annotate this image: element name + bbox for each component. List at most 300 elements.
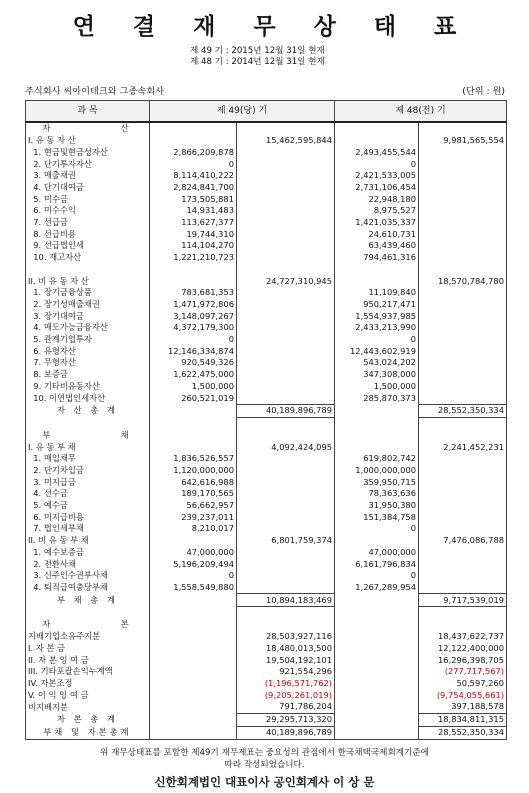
prior-detail-cell (335, 678, 419, 690)
current-total-cell (237, 488, 335, 500)
prior-detail-cell: 24,610,731 (335, 228, 419, 240)
account-name-cell: III. 기타포괄손익누계액 (26, 666, 150, 678)
current-total-cell (237, 345, 335, 357)
current-total-cell (237, 582, 335, 594)
account-name-cell: I. 유 동 부 채 (26, 441, 150, 453)
table-row (26, 701, 507, 713)
table-row (26, 228, 507, 240)
prior-total-cell: 2,241,452,231 (419, 441, 507, 453)
prior-total-cell (419, 287, 507, 299)
current-detail-cell: 1,120,000,000 (150, 465, 237, 477)
prior-total-cell (419, 582, 507, 594)
table-row (26, 299, 507, 311)
current-detail-cell: 260,521,019 (150, 392, 237, 404)
account-name-cell: 2. 단기투자자산 (26, 158, 150, 170)
current-total-cell: 19,504,192,101 (237, 654, 335, 666)
prior-total-cell (419, 345, 507, 357)
account-name-cell: I. 유 동 자 산 (26, 135, 150, 147)
current-total-cell: 24,727,310,945 (237, 275, 335, 287)
table-row (26, 147, 507, 159)
current-total-cell: 10,894,183,469 (237, 594, 335, 607)
prior-detail-cell: 543,024,202 (335, 357, 419, 369)
prior-detail-cell: 2,731,106,454 (335, 182, 419, 194)
table-row (26, 488, 507, 500)
prior-total-cell (419, 500, 507, 512)
current-total-cell: 40,189,896,789 (237, 726, 335, 739)
current-detail-cell (150, 631, 237, 643)
prior-total-cell (419, 205, 507, 217)
table-row (26, 135, 507, 147)
current-detail-cell: 19,744,310 (150, 228, 237, 240)
prior-total-cell (419, 217, 507, 229)
current-detail-cell (150, 264, 237, 276)
table-row (26, 205, 507, 217)
current-detail-cell: 642,616,988 (150, 476, 237, 488)
prior-total-cell (419, 122, 507, 135)
prior-detail-cell: 0 (335, 570, 419, 582)
prior-total-cell: 397,188,578 (419, 701, 507, 713)
current-detail-cell: 1,221,210,723 (150, 252, 237, 264)
auditor-signature: 신한회계법인 대표이사 공인회계사 이 상 문 (154, 775, 375, 789)
header-account: 과 목 (26, 101, 150, 123)
account-name-cell: 10. 이연법인세자산 (26, 392, 150, 404)
current-total-cell: (1,196,571,762) (237, 678, 335, 690)
period-current: 제 49 기 : 2015년 12월 31일 현재 (190, 46, 325, 56)
account-name-cell: II. 자 본 잉 여 금 (26, 654, 150, 666)
current-detail-cell (150, 417, 237, 429)
current-total-cell (237, 547, 335, 559)
current-total-cell: 6,801,759,374 (237, 535, 335, 547)
prior-detail-cell (335, 430, 419, 442)
account-name-cell: IV. 자본조정 (26, 678, 150, 690)
prior-detail-cell: 619,802,742 (335, 453, 419, 465)
current-total-cell: 28,503,927,116 (237, 631, 335, 643)
current-detail-cell: 1,622,475,000 (150, 369, 237, 381)
account-name-cell: 3. 장기대여금 (26, 310, 150, 322)
header-current-period: 제 49(당) 기 (150, 101, 335, 123)
current-total-cell (237, 217, 335, 229)
current-total-cell (237, 607, 335, 619)
prior-detail-cell (335, 726, 419, 739)
prior-total-cell (419, 369, 507, 381)
balance-sheet-table (25, 100, 507, 740)
account-name-cell: 7. 무형자산 (26, 357, 150, 369)
header-prior-period: 제 48(전) 기 (335, 101, 507, 123)
prior-total-cell (419, 453, 507, 465)
current-detail-cell: 56,662,957 (150, 500, 237, 512)
account-name-cell: 자 본 (26, 619, 150, 631)
current-detail-cell: 0 (150, 158, 237, 170)
current-detail-cell (150, 619, 237, 631)
table-row (26, 476, 507, 488)
current-detail-cell: 0 (150, 570, 237, 582)
account-name-cell: 1. 장기금융상품 (26, 287, 150, 299)
current-total-cell (237, 570, 335, 582)
prior-total-cell: 16,296,398,705 (419, 654, 507, 666)
current-total-cell (237, 299, 335, 311)
current-detail-cell (150, 430, 237, 442)
prior-detail-cell: 78,363,636 (335, 488, 419, 500)
table-spacer-row (26, 264, 507, 276)
table-row (26, 643, 507, 655)
current-detail-cell: 8,114,410,222 (150, 170, 237, 182)
statement-title: 연 결 재 무 상 태 표 (72, 14, 472, 40)
account-name-cell: 5. 관계기업투자 (26, 334, 150, 346)
current-detail-cell (150, 122, 237, 135)
prior-detail-cell (335, 535, 419, 547)
prior-total-cell: 18,570,784,780 (419, 275, 507, 287)
prior-detail-cell: 0 (335, 158, 419, 170)
current-detail-cell: 1,836,526,557 (150, 453, 237, 465)
prior-detail-cell (335, 689, 419, 701)
unit-label: (단위 : 원) (462, 86, 505, 97)
prior-total-cell: 28,552,350,334 (419, 726, 507, 739)
current-total-cell (237, 122, 335, 135)
account-name-cell: 부 채 (26, 430, 150, 442)
reporting-periods (190, 46, 325, 68)
prior-detail-cell (335, 713, 419, 726)
current-total-cell: 29,295,713,320 (237, 713, 335, 726)
table-header-row (26, 101, 507, 123)
prior-total-cell (419, 170, 507, 182)
account-name-cell: 지배기업소유주지분 (26, 631, 150, 643)
prior-total-cell (419, 158, 507, 170)
current-detail-cell (150, 689, 237, 701)
account-name-cell: 4. 퇴직급여충당부채 (26, 582, 150, 594)
current-detail-cell (150, 726, 237, 739)
prior-detail-cell (335, 594, 419, 607)
table-row (26, 430, 507, 442)
current-total-cell (237, 264, 335, 276)
prior-total-cell (419, 392, 507, 404)
prior-detail-cell (335, 631, 419, 643)
current-total-cell (237, 523, 335, 535)
current-detail-cell (150, 594, 237, 607)
prior-detail-cell (335, 619, 419, 631)
current-total-cell (237, 369, 335, 381)
prior-detail-cell: 22,948,180 (335, 193, 419, 205)
current-detail-cell: 4,372,179,300 (150, 322, 237, 334)
current-total-cell: 15,462,595,844 (237, 135, 335, 147)
footnote-line-2: 따라 작성되었습니다. (224, 759, 305, 770)
prior-detail-cell: 63,439,460 (335, 240, 419, 252)
table-row (26, 217, 507, 229)
prior-detail-cell: 2,433,213,990 (335, 322, 419, 334)
prior-total-cell (419, 619, 507, 631)
current-detail-cell: 14,931,483 (150, 205, 237, 217)
prior-detail-cell: 12,443,602,919 (335, 345, 419, 357)
current-total-cell (237, 287, 335, 299)
table-row (26, 523, 507, 535)
current-total-cell (237, 380, 335, 392)
account-name-cell: 4. 선수금 (26, 488, 150, 500)
prior-total-cell: 28,552,350,334 (419, 404, 507, 417)
table-row (26, 275, 507, 287)
prior-total-cell (419, 299, 507, 311)
prior-total-cell (419, 547, 507, 559)
account-name-cell: 8. 보증금 (26, 369, 150, 381)
prior-total-cell (419, 228, 507, 240)
prior-total-cell (419, 147, 507, 159)
current-detail-cell (150, 535, 237, 547)
current-total-cell (237, 453, 335, 465)
account-name-cell: V. 이 익 잉 여 금 (26, 689, 150, 701)
prior-total-cell (419, 476, 507, 488)
current-total-cell (237, 476, 335, 488)
prior-total-cell: 50,597,260 (419, 678, 507, 690)
current-total-cell (237, 322, 335, 334)
current-detail-cell (150, 654, 237, 666)
current-detail-cell: 1,500,000 (150, 380, 237, 392)
table-row (26, 465, 507, 477)
prior-detail-cell: 359,950,715 (335, 476, 419, 488)
account-name-cell: 1. 현금및현금성자산 (26, 147, 150, 159)
current-detail-cell: 1,471,972,806 (150, 299, 237, 311)
prior-total-cell (419, 334, 507, 346)
company-name: 주식회사 씨아이테크와 그종속회사 (25, 86, 164, 97)
current-total-cell: 921,554,296 (237, 666, 335, 678)
prior-detail-cell: 11,109,840 (335, 287, 419, 299)
table-row (26, 404, 507, 417)
prior-total-cell: 18,834,811,315 (419, 713, 507, 726)
current-detail-cell: 920,549,326 (150, 357, 237, 369)
prior-total-cell (419, 264, 507, 276)
current-total-cell (237, 205, 335, 217)
current-detail-cell: 8,210,017 (150, 523, 237, 535)
prior-total-cell: 9,981,565,554 (419, 135, 507, 147)
current-detail-cell: 113,627,377 (150, 217, 237, 229)
prior-detail-cell: 2,493,455,544 (335, 147, 419, 159)
prior-detail-cell (335, 417, 419, 429)
prior-detail-cell (335, 122, 419, 135)
current-detail-cell: 114,104,270 (150, 240, 237, 252)
prior-total-cell (419, 465, 507, 477)
prior-total-cell (419, 488, 507, 500)
prior-detail-cell: 8,975,527 (335, 205, 419, 217)
account-name-cell: 1. 예수보증금 (26, 547, 150, 559)
prior-total-cell (419, 558, 507, 570)
prior-detail-cell (335, 666, 419, 678)
current-detail-cell (150, 713, 237, 726)
table-row (26, 500, 507, 512)
current-detail-cell (150, 643, 237, 655)
table-row (26, 582, 507, 594)
prior-total-cell: (9,754,055,661) (419, 689, 507, 701)
table-row (26, 380, 507, 392)
footnote (0, 748, 529, 771)
table-row (26, 535, 507, 547)
account-name-cell: 2. 전환사채 (26, 558, 150, 570)
prior-detail-cell: 1,554,937,985 (335, 310, 419, 322)
current-detail-cell: 5,196,209,494 (150, 558, 237, 570)
account-name-cell: 6. 미수수익 (26, 205, 150, 217)
account-name-cell: 7. 선급금 (26, 217, 150, 229)
prior-total-cell (419, 607, 507, 619)
account-name-cell: 3. 매출채권 (26, 170, 150, 182)
table-row (26, 182, 507, 194)
account-name-cell: I. 자 본 금 (26, 643, 150, 655)
account-name-cell: 5. 예수금 (26, 500, 150, 512)
account-name-cell: 9. 선급법인세 (26, 240, 150, 252)
prior-detail-cell (335, 643, 419, 655)
table-row (26, 357, 507, 369)
table-row (26, 287, 507, 299)
table-row (26, 252, 507, 264)
prior-detail-cell: 794,461,316 (335, 252, 419, 264)
prior-detail-cell: 950,217,471 (335, 299, 419, 311)
prior-detail-cell (335, 607, 419, 619)
current-total-cell (237, 334, 335, 346)
current-total-cell (237, 511, 335, 523)
prior-total-cell (419, 193, 507, 205)
prior-total-cell (419, 240, 507, 252)
prior-total-cell (419, 511, 507, 523)
table-row (26, 453, 507, 465)
current-detail-cell (150, 701, 237, 713)
current-detail-cell (150, 441, 237, 453)
prior-total-cell (419, 523, 507, 535)
prior-total-cell (419, 430, 507, 442)
account-name-cell: 2. 단기차입금 (26, 465, 150, 477)
prior-total-cell: 12,122,400,000 (419, 643, 507, 655)
prior-detail-cell: 0 (335, 334, 419, 346)
current-total-cell (237, 500, 335, 512)
current-total-cell (237, 430, 335, 442)
prior-total-cell (419, 182, 507, 194)
table-spacer-row (26, 607, 507, 619)
current-detail-cell: 239,237,011 (150, 511, 237, 523)
account-name-cell: 7. 법인세부채 (26, 523, 150, 535)
table-row (26, 158, 507, 170)
prior-total-cell: (277,717,567) (419, 666, 507, 678)
current-detail-cell: 3,148,097,267 (150, 310, 237, 322)
table-row (26, 678, 507, 690)
prior-detail-cell (335, 654, 419, 666)
account-name-cell: 부채 및 자본총계 (26, 726, 150, 739)
current-total-cell (237, 228, 335, 240)
account-name-cell: 부 채 총 계 (26, 594, 150, 607)
account-name-cell: 자 본 총 계 (26, 713, 150, 726)
prior-detail-cell: 1,267,289,954 (335, 582, 419, 594)
current-total-cell: 18,480,013,500 (237, 643, 335, 655)
table-row (26, 666, 507, 678)
current-detail-cell (150, 404, 237, 417)
prior-detail-cell (335, 264, 419, 276)
account-name-cell: 6. 미지급비용 (26, 511, 150, 523)
current-total-cell (237, 417, 335, 429)
table-body (26, 122, 507, 740)
prior-detail-cell: 47,000,000 (335, 547, 419, 559)
prior-total-cell: 7,476,086,788 (419, 535, 507, 547)
table-row (26, 726, 507, 739)
prior-detail-cell: 1,500,000 (335, 380, 419, 392)
account-name-cell: 4. 매도가능금융자산 (26, 322, 150, 334)
prior-detail-cell (335, 404, 419, 417)
account-name-cell: 4. 단기대여금 (26, 182, 150, 194)
current-total-cell (237, 252, 335, 264)
prior-detail-cell (335, 441, 419, 453)
current-detail-cell: 0 (150, 334, 237, 346)
current-total-cell (237, 182, 335, 194)
account-name-cell (26, 264, 150, 276)
current-total-cell (237, 240, 335, 252)
current-detail-cell: 783,681,353 (150, 287, 237, 299)
prior-detail-cell: 1,000,000,000 (335, 465, 419, 477)
prior-total-cell (419, 322, 507, 334)
prior-detail-cell: 151,384,758 (335, 511, 419, 523)
table-row (26, 558, 507, 570)
prior-total-cell (419, 357, 507, 369)
table-row (26, 631, 507, 643)
current-total-cell: (9,205,261,019) (237, 689, 335, 701)
current-detail-cell (150, 666, 237, 678)
prior-detail-cell (335, 701, 419, 713)
prior-detail-cell (335, 135, 419, 147)
current-total-cell: 4,092,424,095 (237, 441, 335, 453)
account-name-cell: 3. 미지급금 (26, 476, 150, 488)
table-row (26, 369, 507, 381)
current-total-cell (237, 147, 335, 159)
prior-detail-cell: 285,870,373 (335, 392, 419, 404)
current-detail-cell: 173,505,881 (150, 193, 237, 205)
account-name-cell (26, 607, 150, 619)
period-prior: 제 48 기 : 2014년 12월 31일 현재 (190, 57, 325, 67)
account-name-cell: 5. 미수금 (26, 193, 150, 205)
current-total-cell (237, 465, 335, 477)
prior-detail-cell: 0 (335, 523, 419, 535)
table-row (26, 310, 507, 322)
table-row (26, 654, 507, 666)
current-detail-cell: 1,558,549,880 (150, 582, 237, 594)
current-detail-cell: 12,146,334,874 (150, 345, 237, 357)
table-row (26, 547, 507, 559)
current-total-cell (237, 170, 335, 182)
account-name-cell: 1. 매입채무 (26, 453, 150, 465)
table-row (26, 345, 507, 357)
account-name-cell: 2. 장기성매출채권 (26, 299, 150, 311)
current-total-cell (237, 392, 335, 404)
account-name-cell: 비지배지분 (26, 701, 150, 713)
table-row (26, 170, 507, 182)
current-detail-cell: 2,824,841,700 (150, 182, 237, 194)
prior-detail-cell: 2,421,533,005 (335, 170, 419, 182)
account-name-cell: II. 비 유 동 부 채 (26, 535, 150, 547)
account-name-cell: II. 비 유 동 자 산 (26, 275, 150, 287)
table-row (26, 193, 507, 205)
prior-detail-cell (335, 275, 419, 287)
current-total-cell (237, 619, 335, 631)
prior-total-cell (419, 380, 507, 392)
account-name-cell: 자 산 총 계 (26, 404, 150, 417)
table-row (26, 619, 507, 631)
table-row (26, 689, 507, 701)
table-row (26, 511, 507, 523)
prior-total-cell: 18,437,622,737 (419, 631, 507, 643)
current-detail-cell: 2,866,209,878 (150, 147, 237, 159)
table-row (26, 334, 507, 346)
account-name-cell: 6. 유형자산 (26, 345, 150, 357)
table-row (26, 713, 507, 726)
current-total-cell (237, 558, 335, 570)
prior-total-cell (419, 570, 507, 582)
account-name-cell: 10. 재고자산 (26, 252, 150, 264)
current-detail-cell: 47,000,000 (150, 547, 237, 559)
account-name-cell: 자 산 (26, 122, 150, 135)
account-name-cell: 8. 선급비용 (26, 228, 150, 240)
prior-total-cell: 9,717,539,019 (419, 594, 507, 607)
current-total-cell: 40,189,896,789 (237, 404, 335, 417)
current-total-cell (237, 310, 335, 322)
